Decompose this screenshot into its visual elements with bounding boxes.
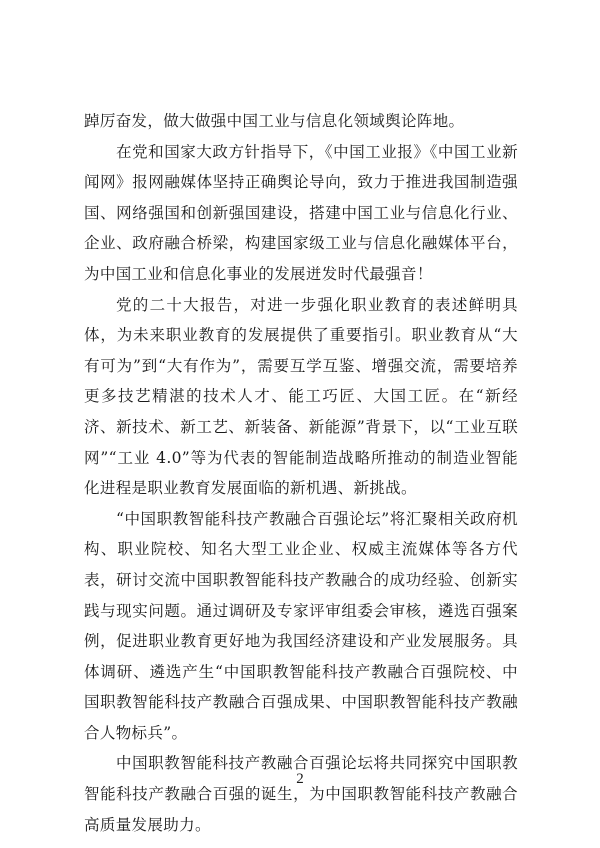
paragraph-continuation: 踔厉奋发，做大做强中国工业与信息化领域舆论阵地。 — [84, 112, 465, 130]
paragraph-forum-conclusion: 中国职教智能科技产教融合百强论坛将共同探究中国职教智能科技产教融合百强的诞生，为中国职教智能科技产教融合高质量发展助力。 — [84, 754, 518, 834]
paragraph-vocational-education: 党的二十大报告，对进一步强化职业教育的表述鲜明具体，为未来职业教育的发展提供了重要指引。职业教育从“大有可为”到“大有作为”，需要互学互鉴、增强交流，需要培养更多技艺精湛的技术人才、能工巧匠、大国工匠。在“新经济、新技术、新工艺、新装备、新能源”背景下，以“工业互联网”“工业 4.0”等为代表的智能制造战略所推动的制造业智能化进程是职业教育发展面临的新机遇、新挑战。 — [84, 295, 518, 498]
paragraph-forum-description: “中国职教智能科技产教融合百强论坛”将汇聚相关政府机构、职业院校、知名大型工业企业、权威主流媒体等各方代表，研讨交流中国职教智能科技产教融合的成功经验、创新实践与现实问题。通过调研及专家评审组委会审核，遴选百强案例，促进职业教育更好地为我国经济建设和产业发展服务。具体调研、遴选产生“中国职教智能科技产教融合百强院校、中国职教智能科技产教融合百强成果、中国职教智能科技产教融合人物标兵”。 — [84, 509, 518, 742]
page-number: 2 — [296, 771, 304, 787]
paragraph-media-mission: 在党和国家大政方针指导下，《中国工业报》《中国工业新闻网》报网融媒体坚持正确舆论导向，致力于推进我国制造强国、网络强国和创新强国建设，搭建中国工业与信息化行业、企业、政府融合桥梁，构建国家级工业与信息化融媒体平台，为中国工业和信息化事业的发展迸发时代最强音！ — [84, 142, 518, 283]
body-text — [84, 106, 518, 840]
